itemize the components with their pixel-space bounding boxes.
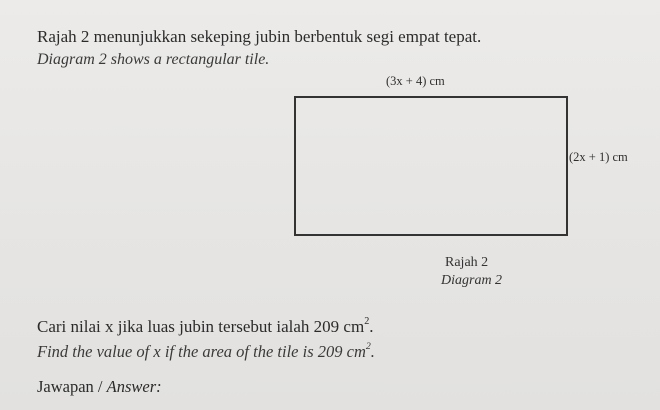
task-english-period: .: [370, 342, 375, 361]
answer-label-english: Answer:: [106, 377, 162, 396]
question-intro-english: Diagram 2 shows a rectangular tile.: [37, 51, 270, 68]
question-intro-malay: Rajah 2 menunjukkan sekeping jubin berbentuk segi empat tepat.: [37, 27, 482, 46]
area-exponent-english: 2: [365, 341, 371, 353]
task-english: [37, 342, 375, 362]
task-malay: [37, 317, 374, 337]
rectangular-tile: [294, 96, 568, 236]
task-malay-text: Cari nilai x jika luas jubin tersebut ialah 209 cm: [37, 317, 365, 336]
area-exponent: 2: [364, 315, 370, 327]
length-label: (3x + 4) cm: [386, 74, 445, 88]
diagram-caption-malay: Rajah 2: [445, 255, 489, 270]
task-english-text: Find the value of x if the area of the tile is 209 cm: [37, 342, 366, 361]
task-malay-period: .: [369, 317, 374, 336]
answer-label-malay: Jawapan /: [37, 377, 107, 396]
width-label: (2x + 1) cm: [569, 150, 628, 164]
answer-label: [37, 377, 162, 397]
diagram-caption-english: Diagram 2: [441, 273, 503, 288]
